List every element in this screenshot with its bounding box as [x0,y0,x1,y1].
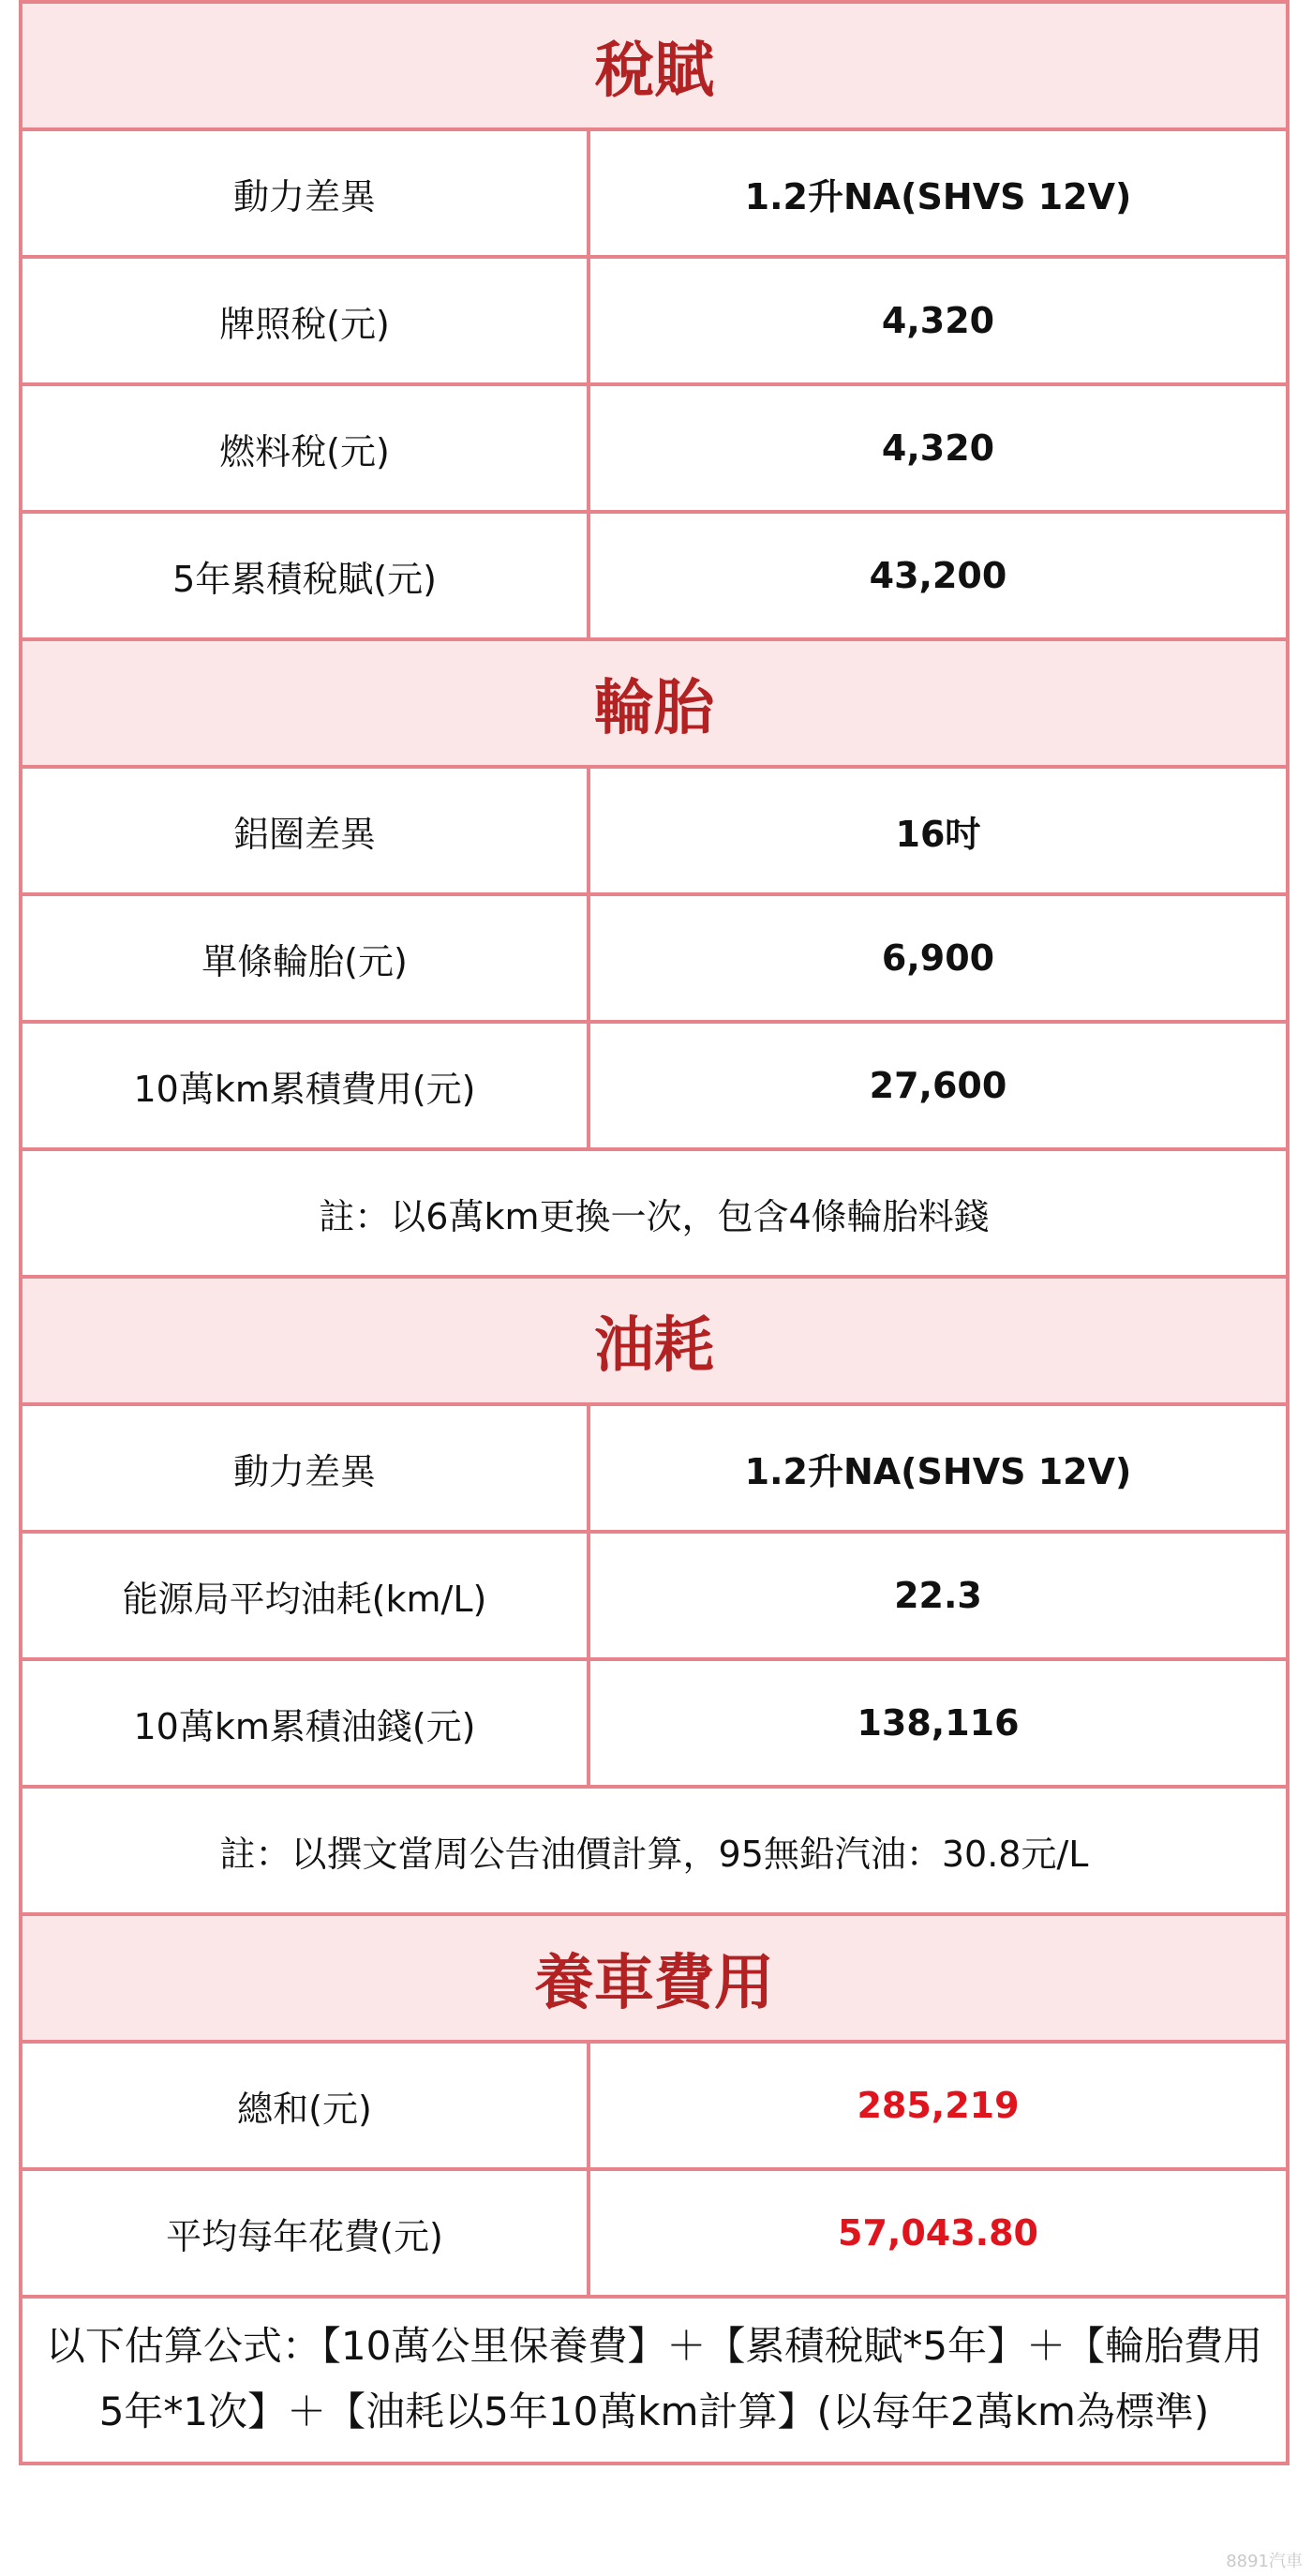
table-row [21,512,1288,639]
table-row [21,767,1288,894]
section-title: 輪胎 [21,639,1288,767]
section-note: 註：以撰文當周公告油價計算，95無鉛汽油：30.8元/L [21,1787,1288,1914]
row-value: 6,900 [589,894,1288,1022]
section-header-tires [21,639,1288,767]
row-value: 1.2升NA(SHVS 12V) [589,1404,1288,1532]
row-label: 燃料稅(元) [21,384,589,512]
row-value: 43,200 [589,512,1288,639]
formula-text: 以下估算公式：【10萬公里保養費】＋【累積稅賦*5年】＋【輪胎費用5年*1次】＋【油耗以5年10萬km計算】(以每年2萬km為標準) [21,2297,1288,2464]
row-value: 16吋 [589,767,1288,894]
row-value: 1.2升NA(SHVS 12V) [589,129,1288,257]
note-row [21,1149,1288,1277]
row-value: 27,600 [589,1022,1288,1149]
section-title: 油耗 [21,1277,1288,1404]
row-label: 動力差異 [21,1404,589,1532]
watermark: 8891汽車 [1226,2552,1303,2571]
section-header-fuel [21,1277,1288,1404]
cost-table-wrapper [19,0,1286,2465]
table-row [21,1659,1288,1787]
row-label: 牌照稅(元) [21,257,589,384]
row-label: 能源局平均油耗(km/L) [21,1532,589,1659]
section-title: 稅賦 [21,2,1288,129]
row-value: 4,320 [589,257,1288,384]
total-value: 285,219 [589,2042,1288,2169]
section-note: 註：以6萬km更換一次，包含4條輪胎料錢 [21,1149,1288,1277]
row-value: 4,320 [589,384,1288,512]
table-row [21,2169,1288,2297]
row-label: 10萬km累積油錢(元) [21,1659,589,1787]
row-value: 22.3 [589,1532,1288,1659]
row-label: 動力差異 [21,129,589,257]
row-label: 5年累積稅賦(元) [21,512,589,639]
row-label: 總和(元) [21,2042,589,2169]
row-value: 138,116 [589,1659,1288,1787]
row-label: 平均每年花費(元) [21,2169,589,2297]
table-row [21,894,1288,1022]
table-row [21,257,1288,384]
table-row [21,384,1288,512]
section-title: 養車費用 [21,1914,1288,2042]
table-row [21,129,1288,257]
row-label: 鋁圈差異 [21,767,589,894]
section-header-tax [21,2,1288,129]
table-row [21,1532,1288,1659]
table-row [21,2042,1288,2169]
table-row [21,1404,1288,1532]
annual-value: 57,043.80 [589,2169,1288,2297]
row-label: 單條輪胎(元) [21,894,589,1022]
formula-row [21,2297,1288,2464]
section-header-total [21,1914,1288,2042]
row-label: 10萬km累積費用(元) [21,1022,589,1149]
table-row [21,1022,1288,1149]
cost-table [19,0,1290,2465]
note-row [21,1787,1288,1914]
